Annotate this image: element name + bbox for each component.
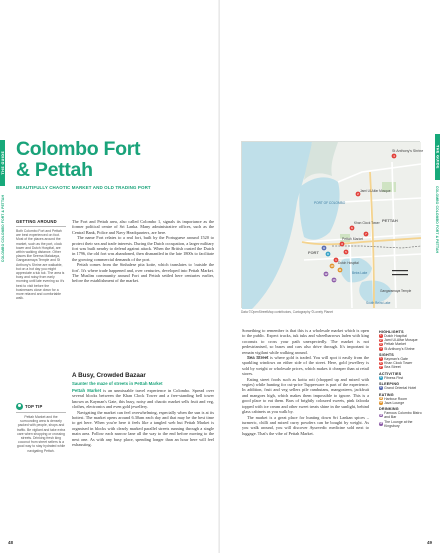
section-heading: A Busy, Crowded Bazaar [72,372,146,379]
key-item[interactable]: 9 Grand Oriental Hotel [380,386,417,391]
running-head-right: COLOMBO COLOMBO FORT & PETTAH [435,186,439,254]
key-item[interactable]: 8 Fitness First [380,375,404,380]
svg-text:13: 13 [332,279,336,282]
running-head-left: COLOMBO COLOMBO FORT & PETTAH [1,195,5,263]
key-item[interactable]: 13 The Lounge at the Kingsbury [379,419,413,428]
page-number-left: 48 [8,540,14,545]
right-paragraph: Eating street foods such as kottu roti (chopped up and mixed with vegies) while hunting for cut-price Tupperware is part of the experience. In addition, fruit and veg sellers pile rambutans, mangosteen, jackfruit and mangoes high, which makes them impossible to ignore. This is a good place to eat them. Bars of brightly coloured sweets, pink falooda topped with ice cream and other sweet treats shine in the sunlight, behind glass cabinets as you walk by. [242,376,369,415]
map-label-dutch-hospital: Dutch Hospital [338,261,359,265]
key-section-heading: SIGHTS [379,353,394,357]
key-section-heading: ACTIVITIES [379,371,402,376]
right-paragraph: The market is a great place for hunting down Sri Lankan spices – turmeric, chilli and mixed curry powders can be bought by weight. As you walk around, you will discover Ayurvedic medicine sold next to luggage. That's the vibe of Pettah Market. [242,414,369,436]
getting-around-box [16,219,66,300]
map-key [379,330,423,428]
key-item[interactable]: 10 Harbour Room [379,396,408,401]
bazaar-section [72,372,214,447]
key-item[interactable]: 11 Java Lounge [379,400,405,405]
getting-around-heading: GETTING AROUND [16,219,66,227]
section-subheading: Saunter the maze of streets in Pettah Market [72,381,163,386]
key-item[interactable]: 2 Jami Ul-Alfar Mosque [380,338,418,343]
key-item[interactable]: 5 Kayman's Gate [380,357,408,361]
section-tab: THE GUIDE [0,140,5,186]
key-item[interactable]: 3 Pettah Market [380,342,406,347]
svg-text:4: 4 [393,155,395,158]
svg-text:10: 10 [330,265,334,268]
svg-text:5: 5 [345,251,347,254]
right-text-column [242,328,369,436]
map-label-khan: Khan Clock Tower [354,221,380,225]
intro-paragraph: Pettah comes from the Sinhalese pita kotte, which translates to 'outside the fort'. It's where trade happened and, over centuries, developed into Pettah Market. The Muslim community around Fort and Pettah settled here centuries earlier, before the establishment of the market. [72,262,214,284]
key-item[interactable]: 12 Famous Colombo Bistro and Bar [379,411,422,420]
map-label-gangaramaya: Gangaramaya Temple [380,289,412,293]
lightbulb-icon [16,403,23,410]
top-tip-heading: TOP TIP [25,404,43,409]
svg-text:9: 9 [323,247,325,250]
intro-paragraph: The Fort and Pettah area, also called Colombo 1, signals its importance as the former political centre of Sri Lanka. Many administrative offices, such as the Central Bank, Police and Navy Headquarters, are here. [72,219,214,235]
map-credit: Data ©OpenStreetMap contributors, Cartography ©Lonely Planet [241,310,333,314]
area-map[interactable] [241,141,424,308]
top-tip-text: Pettah Market and the surrounding area is densely packed with people, shops and traffic. Be vigilant and take extra care when shopping or crossing streets. Drinking fresh king coconut from street sellers is a good way to stay hydrated while navigating Pettah. [16,415,66,453]
section-paragraph: Navigating the market can feel overwhelming, especially when the sun is at its hottest. The market opens around 6.30am each day and that may be the best time to get here. When you're here it feels like a tangled web but Pettah Market is organised in blocks with clearly marked parallel streets running through a single main area. Follow each narrow lane all the way to the end before moving to the next one. As with any busy place, spending longer than an hour here will feel exhausting. [72,409,214,448]
getting-around-text: Both Colombo Fort and Pettah are best experienced on foot. Most of the places around the market, such as the port, clock tower and Dutch Hospital, are within walking distance. Other places like Seema Malakaya, Gangaramaya Temple and St Anthony's Shrine are walkable, but on a hot day you might appreciate a tuk tuk. The area is busy and noisy from early morning until late evening so it's best to visit before the businesses close down for a more relaxed and comfortable walk. [16,229,65,301]
key-section-heading: HIGHLIGHTS [379,330,404,334]
page-title: Colombo Fort & Pettah [16,138,141,181]
key-item[interactable]: 1 Dutch Hospital [380,334,407,338]
svg-text:7: 7 [365,233,367,236]
svg-text:11: 11 [338,269,342,272]
key-section-heading: SLEEPING [379,382,400,387]
page-number-right: 49 [426,540,432,545]
right-paragraph: Sea Street is where gold is traded. You will spot it easily from the sparkling windows on either side of the street. Here, gold jewellery is sold by weight or wholesale prices, which makes it cheaper than at retail stores. [242,355,369,377]
key-section-heading: EATING [379,392,394,397]
top-tip-box [16,403,66,453]
map-graphic [242,142,424,309]
key-item[interactable]: 4 St Anthony's Shrine [380,346,415,351]
section-tab: THE GUIDE [435,134,440,180]
map-label-south-beira: South Beira Lake [366,301,391,305]
map-label-beira: Beira Lake [352,271,368,275]
page-subtitle: BEAUTIFULLY CHAOTIC MARKET AND OLD TRADING PORT [16,185,151,190]
section-paragraph: Pettah Market is an unmissable travel experience in Colombo. Spread over several blocks between the Khan Clock Tower and a free-standing bell tower known as Kayman's Gate, this busy, noisy and chaotic market sells fruit and veg, clothes, electronics and even gold jewellery. [72,388,214,410]
svg-text:2: 2 [357,193,359,196]
svg-text:3: 3 [341,243,343,246]
svg-text:1: 1 [335,259,337,262]
intro-paragraph: The name Fort relates to a real fort, built by the Portuguese around 1520 to protect their sea and trade interests. During the Dutch occupation, a larger military fort was built nearby to defend against attack. When the British ousted the Dutch in 1796, the old fort was abandoned, then dismantled in the late 1800s to facilitate the growing commercial demands of the port. [72,235,214,262]
svg-text:12: 12 [324,273,328,276]
map-label-pettah: PETTAH [382,218,398,223]
map-label-port: PORT OF COLOMBO [314,201,346,205]
key-item[interactable]: 7 Sea Street [380,365,401,370]
key-item[interactable]: 6 Khan Clock Tower [380,361,413,366]
right-paragraph: Something to remember is that this is a wholesale market which is open to the public. Expect trucks, tuk tuks and wheelbarrows laden with king coconuts to cross your path unexpectedly. The market is not pedestrianised, so buses and cars also drive through. It's important to remain vigilant while walking around. [242,328,369,355]
svg-text:8: 8 [327,253,329,256]
svg-text:6: 6 [351,227,353,230]
map-label-pettah-market: Pettah Market [342,237,364,241]
map-label-st-anthony: St Anthony's Shrine [392,149,424,153]
map-label-jami: Jami Ul-Alfar Mosque [360,189,391,193]
key-section-heading: DRINKING [379,407,399,412]
map-label-fort: FORT [308,250,319,255]
intro-text [72,219,214,284]
